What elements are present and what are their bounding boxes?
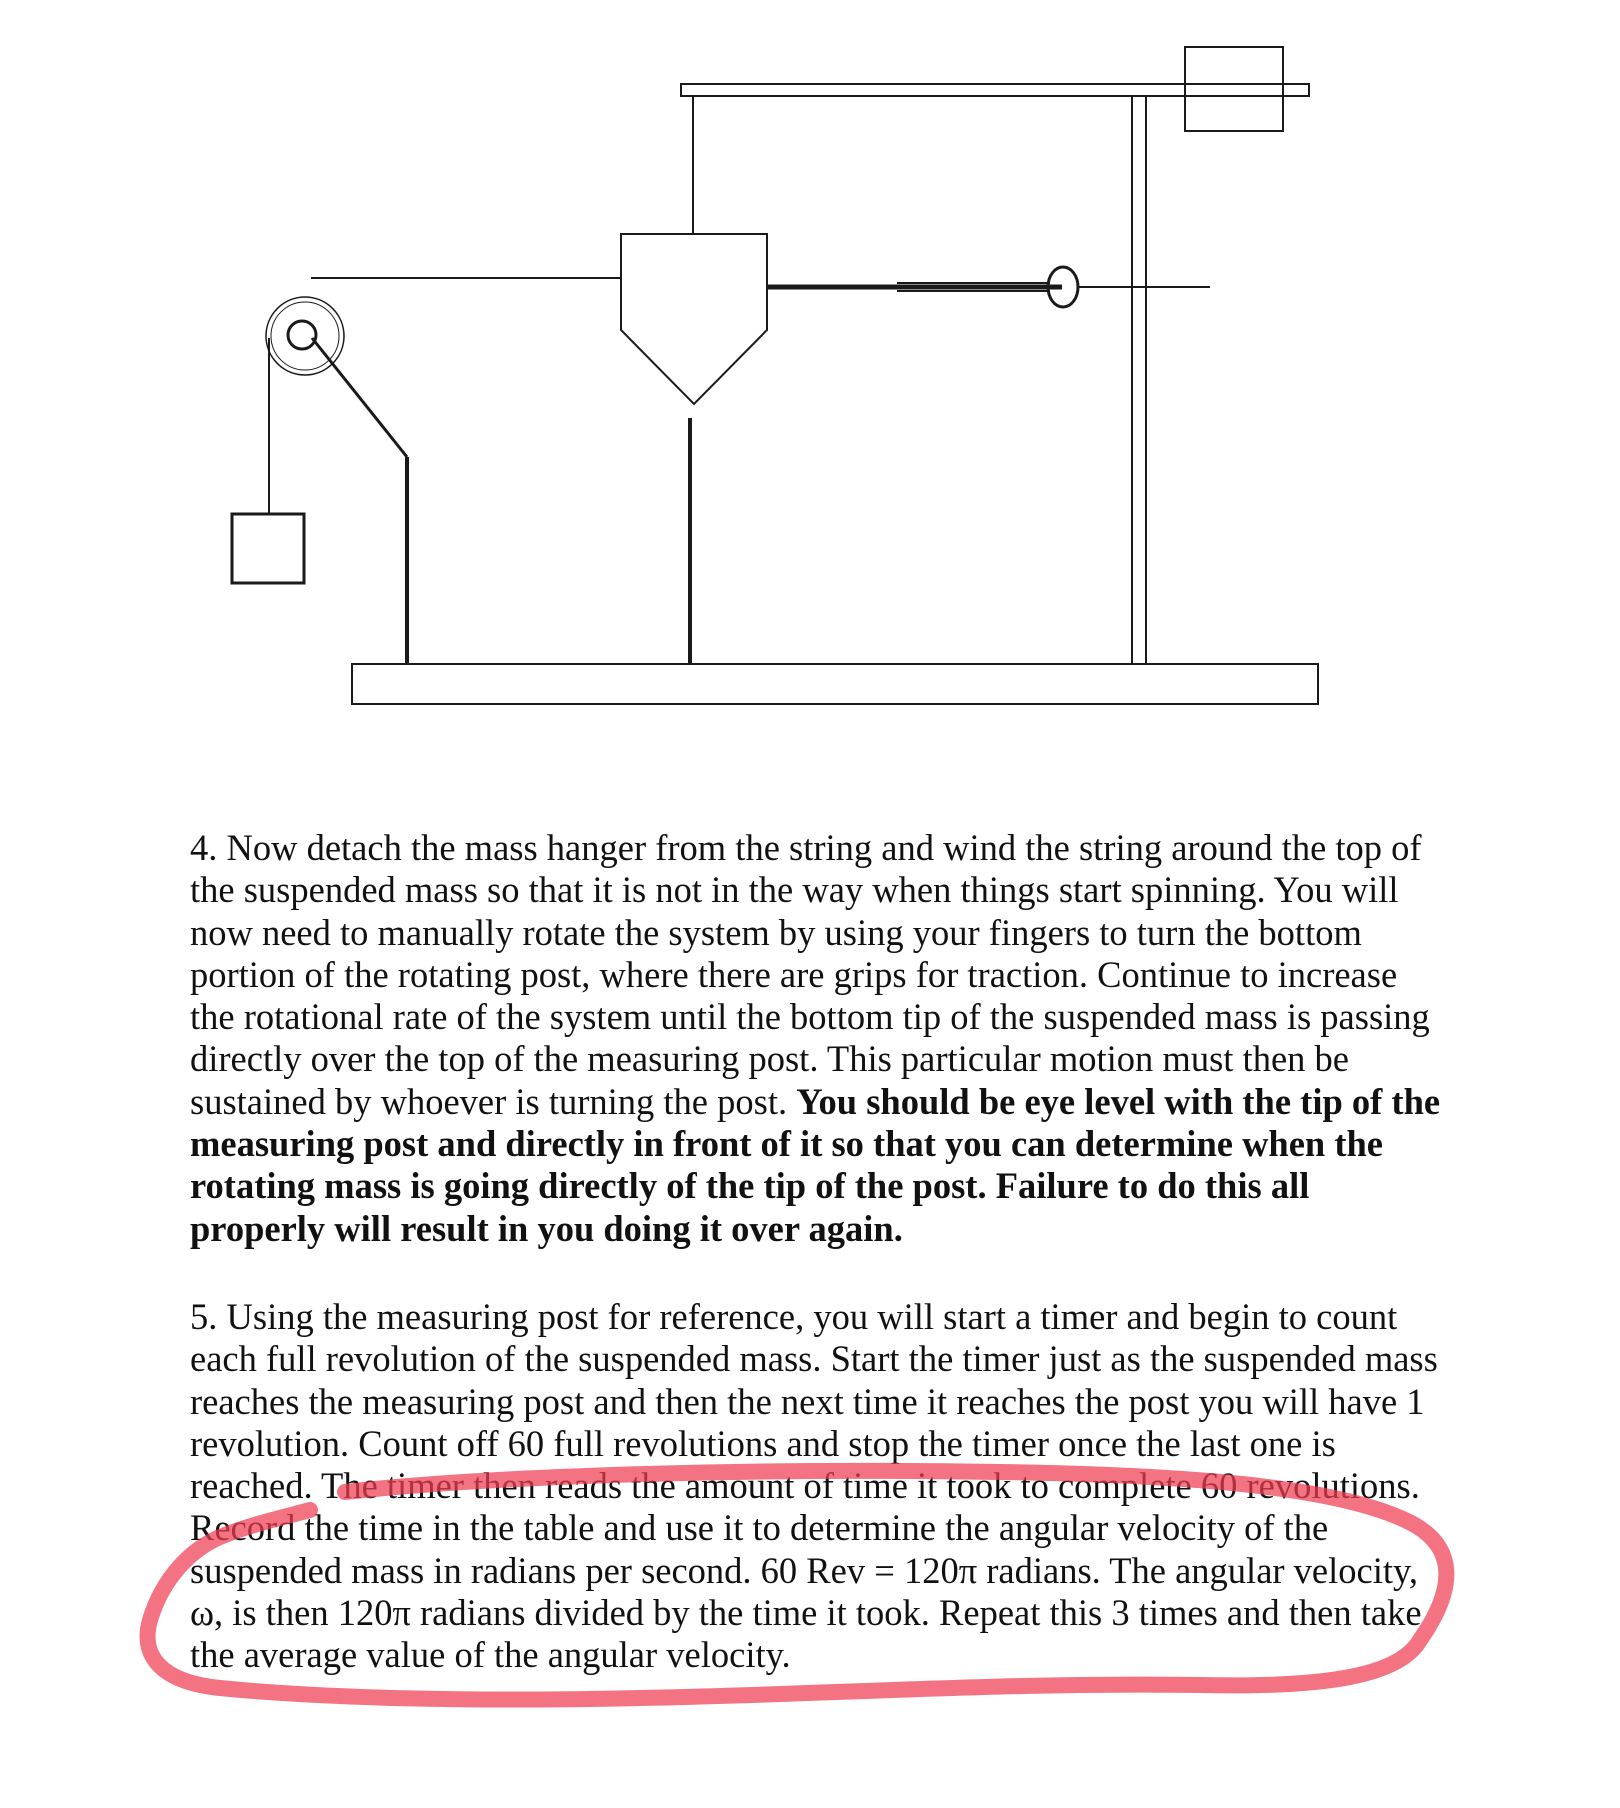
apparatus-lines <box>232 47 1318 704</box>
step-5-paragraph: 5. Using the measuring post for reference, you will start a timer and begin to count each full revolution of the suspended mass. Start the timer just as the suspended mass reaches the measuring post and then the next time it reaches the post you will have 1 revolution. Count off 60 full revolutions and stop the timer once the last one is reached. The timer then reads the amount of time it took to complete 60 revolutions. Record the time in the table and use it to determine the angular velocity of the suspended mass in radians per second. 60 Rev = 120π radians. The angular velocity, ω, is then 120π radians divided by the time it took. Repeat this 3 times and then take the average value of the angular velocity. <box>190 1296 1438 1676</box>
hanging-mass <box>232 514 304 583</box>
step-4-bold-warning: You should be eye level with the tip of the measuring post and directly in front of it so that you can determine when the rotating mass is going directly of the tip of the post. Failure to do this all properly will result in you doing it over again. <box>190 1080 1441 1249</box>
apparatus-diagram <box>0 0 1620 760</box>
suspended-mass <box>621 234 767 404</box>
counterweight-box <box>1185 47 1283 131</box>
top-crossbar <box>681 84 1309 96</box>
base-platform <box>352 664 1318 704</box>
pulley-arm <box>312 338 407 457</box>
step-4-paragraph <box>190 827 1450 1250</box>
pulley-axle <box>288 321 316 349</box>
step-4-text: 4. Now detach the mass hanger from the string and wind the string around the top of the suspended mass so that it is not in the way when things start spinning. You will now need to manually rotate the system by using your fingers to turn the bottom portion of the rotating post, where there are grips for traction. Continue to increase the rotational rate of the system until the bottom tip of the suspended mass is passing directly over the top of the measuring post. This particular motion must then be sustained by whoever is turning the post. <box>190 827 1430 1122</box>
